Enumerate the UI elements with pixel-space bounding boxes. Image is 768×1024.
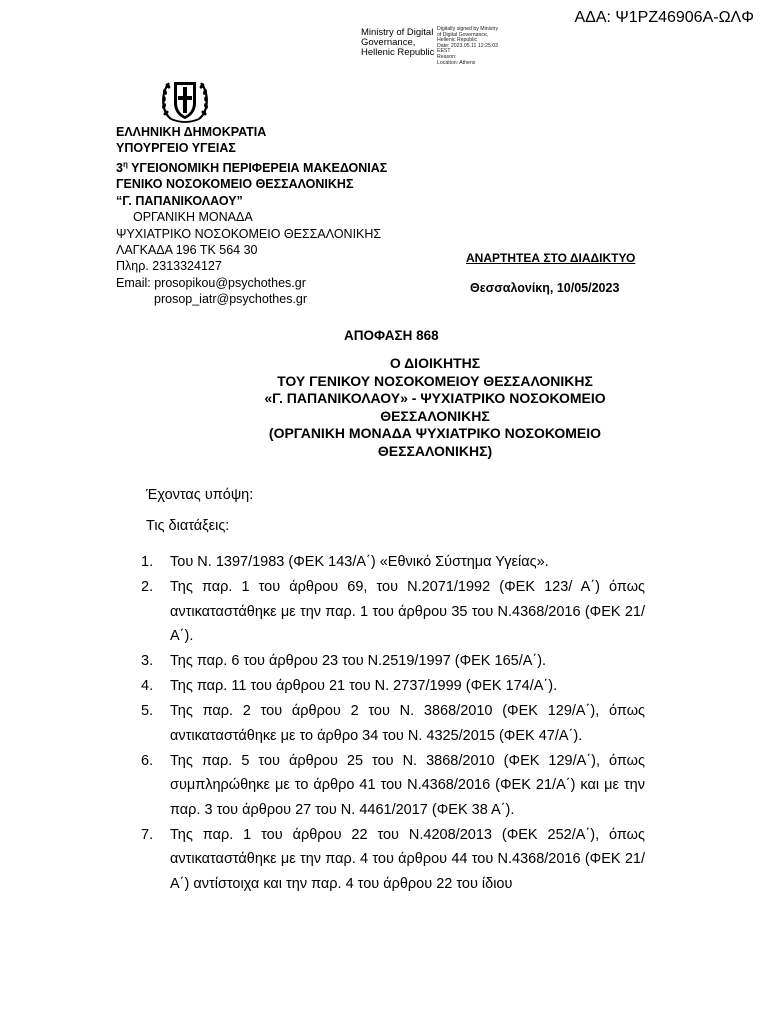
place-and-date: Θεσσαλονίκη, 10/05/2023 [470,281,620,295]
ministry-name: ΥΠΟΥΡΓΕΙΟ ΥΓΕΙΑΣ [116,141,236,156]
list-item [133,674,645,699]
publish-online-note: ΑΝΑΡΤΗΤΕΑ ΣΤΟ ΔΙΑΔΙΚΤΥΟ [466,251,636,265]
digital-signature-details [437,27,498,66]
title-line: ΤΟΥ ΓΕΝΙΚΟΥ ΝΟΣΟΚΟΜΕΙΟΥ ΘΕΣΣΑΛΟΝΙΚΗΣ [277,372,593,389]
title-line: (ΟΡΓΑΝΙΚΗ ΜΟΝΑΔΑ ΨΥΧΙΑΤΡΙΚΟ ΝΟΣΟΚΟΜΕΙΟ [268,425,602,442]
title-line: «Γ. ΠΑΠΑΝΙΚΟΛΑΟΥ» - ΨΥΧΙΑΤΡΙΚΟ ΝΟΣΟΚΟΜΕΙΟ [264,390,606,407]
signer-line: Ministry of Digital [361,27,434,38]
signature-detail-line: EEST [437,48,451,55]
signature-detail-line: of Digital Governance, [437,31,489,38]
contact-email: Email: prosopikou@psychothes.gr [116,275,306,290]
signer-line: Hellenic Republic [361,47,435,58]
signature-detail-line: Hellenic Republic [437,37,478,44]
item-number: 3. [141,653,154,669]
signature-detail-line: Date: 2023.05.11 12:25:03 [437,42,499,49]
signer-line: Governance, [361,37,416,48]
list-item [133,575,645,649]
issuer-header [116,124,387,308]
item-number: 2. [141,579,154,595]
digital-signature-signer [361,28,434,58]
item-text: Της παρ. 2 του άρθρου 2 του Ν. 3868/2010 (ΦΕΚ 129/Α΄), όπως αντικαταστάθηκε με το άρθρο 34 του Ν. 4325/2015 (ΦΕΚ 47/Α΄). [170,703,645,744]
list-item [133,550,645,575]
item-text: Της παρ. 1 του άρθρου 69, του Ν.2071/1992 (ΦΕΚ 123/ Α΄) όπως αντικαταστάθηκε με την παρ. 1 του άρθρου 35 του Ν.4368/2016 (ΦΕΚ 21/Α΄). [170,579,645,644]
provisions-heading: Τις διατάξεις: [146,518,230,534]
title-line: ΘΕΣΣΑΛΟΝΙΚΗΣ) [377,442,493,459]
title-line: Ο ΔΙΟΙΚΗΤΗΣ [389,355,481,371]
list-item [133,699,645,748]
item-number: 1. [141,554,154,570]
contact-email-secondary: prosop_iatr@psychothes.gr [154,292,308,307]
item-text: Της παρ. 6 του άρθρου 23 του Ν.2519/1997 (ΦΕΚ 165/Α΄). [170,653,547,669]
list-item [133,749,645,823]
address: ΛΑΓΚΑΔΑ 196 ΤΚ 564 30 [116,243,258,257]
signature-detail-line: Location: Athens [437,59,476,66]
organic-unit-label: ΟΡΓΑΝΙΚΗ ΜΟΝΑΔΑ [133,210,253,225]
hospital-name: ΓΕΝΙΚΟ ΝΟΣΟΚΟΜΕΙΟ ΘΕΣΣΑΛΟΝΙΚΗΣ [116,177,354,192]
signature-detail-line: Digitally signed by Ministry [437,26,499,32]
item-number: 7. [141,826,154,843]
item-number: 6. [141,752,154,769]
contact-phone: Πληρ. 2313324127 [116,259,222,274]
greek-coat-of-arms-icon [157,75,213,127]
item-text: Της παρ. 5 του άρθρου 25 του Ν. 3868/2010 (ΦΕΚ 129/Α΄), όπως συμπληρώθηκε με το άρθρο 41 του Ν.4368/2016 (ΦΕΚ 21/Α΄) και με την παρ. 3 του άρθρου 27 του Ν. 4461/2017 (ΦΕΚ 38 Α΄). [170,752,645,818]
item-number: 5. [141,703,154,719]
considering-heading: Έχοντας υπόψη: [146,487,254,503]
provisions-list [133,550,645,897]
health-region: $3^\eta$ ΥΓΕΙΟΝΟΜΙΚΗ ΠΕΡΙΦΕΡΕΙΑ ΜΑΚΕΔΟΝΙΑΣ [116,159,388,175]
item-text: Του Ν. 1397/1983 (ΦΕΚ 143/Α΄) «Εθνικό Σύστημα Υγείας». [170,554,549,570]
hospital-namesake: “Γ. ΠΑΠΑΝΙΚΟΛΑΟΥ” [116,193,243,208]
list-item [133,649,645,674]
organic-unit-name: ΨΥΧΙΑΤΡΙΚΟ ΝΟΣΟΚΟΜΕΙΟ ΘΕΣΣΑΛΟΝΙΚΗΣ [116,226,382,241]
republic-name: ΕΛΛΗΝΙΚΗ ΔΗΜΟΚΡΑΤΙΑ [116,125,267,139]
issuing-authority-title [150,355,720,461]
item-number: 4. [141,678,154,694]
signature-detail-line: Reason: [437,53,457,60]
item-text: Της παρ. 11 του άρθρου 21 του Ν. 2737/1999 (ΦΕΚ 174/Α΄). [170,678,558,694]
item-text: Της παρ. 1 του άρθρου 22 του Ν.4208/2013 (ΦΕΚ 252/Α΄), όπως αντικαταστάθηκε με την παρ. 4 του άρθρου 44 του Ν.4368/2016 (ΦΕΚ 21/ Α΄) αντίστοιχα και την παρ. 4 του άρθρου 22 του ίδιου [170,826,645,892]
ada-code: ΑΔΑ: Ψ1ΡΖ46906Α-ΩΛΦ [574,9,754,26]
list-item [133,823,645,897]
title-line: ΘΕΣΣΑΛΟΝΙΚΗΣ [380,407,490,424]
decision-number: ΑΠΟΦΑΣΗ 868 [344,328,439,343]
